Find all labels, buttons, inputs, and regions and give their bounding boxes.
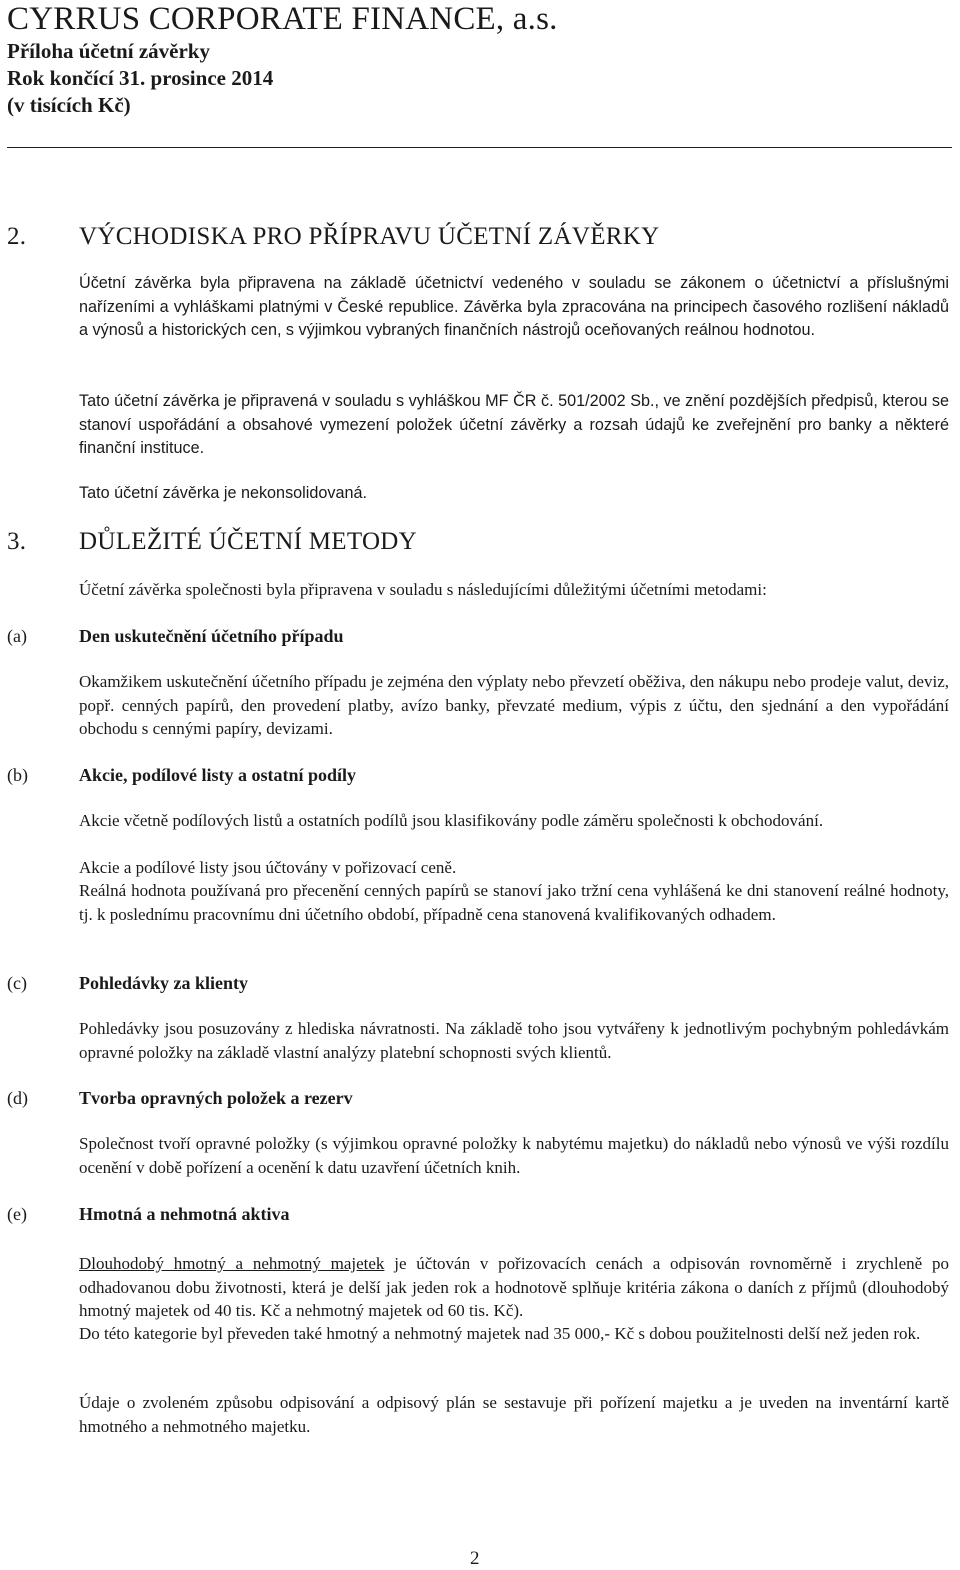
subsection-b-text-2: Akcie a podílové listy jsou účtovány v pořizovací ceně. [79,858,457,877]
subsection-c-label: (c) [7,973,27,993]
subsection-e-text-1 [79,1252,949,1323]
page-number: 2 [470,1548,480,1569]
section-2-paragraph-3: Tato účetní závěrka je nekonsolidovaná. [79,484,367,502]
subsection-a-text: Okamžikem uskutečnění účetního případu je zejména den výplaty nebo převzetí oběživa, den nákupu nebo prodeje valut, deviz, popř. cenných papírů, den provedení platby, avízo banky, převzaté medium, výpis z účtu, den sjednání a den vypořádání obchodu s cennými papíry, devizami. [79,672,949,738]
subsection-c-text: Pohledávky jsou posuzovány z hlediska návratnosti. Na základě toho jsou vytvářeny k jednotlivým pochybným pohledávkám opravné položky na základě vlastní analýzy platební schopnosti svých klientů. [79,1019,949,1062]
subsection-e-text-1-rest: je účtován v pořizovacích cenách a odpisován rovnoměrně i zrychleně po odhadovanou dobu životnosti, která je delší jak jeden rok a hodnotově splňuje kritéria zákona o daních z příjmů (dlouhodobý hmotný majetek od 40 tis. Kč a nehmotný majetek od 60 tis. Kč). [79,1254,949,1320]
subsection-e-text-3: Údaje o zvoleném způsobu odpisování a odpisový plán se sestavuje při pořízení majetku a je uveden na inventární kartě hmotného a nehmotného majetku. [79,1393,949,1436]
document-subtitle: Příloha účetní závěrky [7,39,210,63]
document-period: Rok končící 31. prosince 2014 [7,66,274,90]
header-divider [7,147,952,148]
subsection-c-title: Pohledávky za klienty [79,973,249,993]
subsection-b-text-1: Akcie včetně podílových listů a ostatních podílů jsou klasifikovány podle záměru společnosti k obchodování. [79,811,824,830]
subsection-a-label: (a) [7,626,27,646]
subsection-d-title: Tvorba opravných položek a rezerv [79,1088,353,1108]
subsection-d-label: (d) [7,1088,28,1108]
subsection-e-title: Hmotná a nehmotná aktiva [79,1204,290,1224]
subsection-b-text-3: Reálná hodnota používaná pro přecenění cenných papírů se stanoví jako tržní cena vyhlášená ke dni stanovení reálné hodnoty, tj. k poslednímu pracovnímu dni účetního období, případně cena stanovená kvalifikovaných odhadem. [79,881,949,924]
section-3-number: 3. [7,528,27,555]
subsection-a-title: Den uskutečnění účetního případu [79,626,344,646]
long-term-assets-term: Dlouhodobý hmotný a nehmotný majetek [79,1254,385,1273]
section-2-paragraph-2: Tato účetní závěrka je připravená v souladu s vyhláškou MF ČR č. 501/2002 Sb., ve znění pozdějších předpisů, kterou se stanoví uspořádání a obsahové vymezení položek účetní závěrky a rozsah údajů ke zveřejnění pro banky a některé finanční instituce. [79,392,949,457]
subsection-b-label: (b) [7,765,28,785]
subsection-e-label: (e) [7,1204,27,1224]
section-3-title: DŮLEŽITÉ ÚČETNÍ METODY [79,528,418,555]
section-2-number: 2. [7,223,27,250]
section-2-title: VÝCHODISKA PRO PŘÍPRAVU ÚČETNÍ ZÁVĚRKY [79,223,660,250]
section-3-intro: Účetní závěrka společnosti byla připravena v souladu s následujícími důležitými účetními metodami: [79,580,767,599]
section-2-paragraph-1: Účetní závěrka byla připravena na základě účetnictví vedeného v souladu se zákonem o účetnictví a příslušnými nařízeními a vyhláškami platnými v České republice. Závěrka byla zpracována na principech časového rozlišení nákladů a výnosů a historických cen, s výjimkou vybraných finančních nástrojů oceňovaných reálnou hodnotou. [79,274,949,339]
document-unit: (v tisících Kč) [7,93,131,117]
subsection-b-title: Akcie, podílové listy a ostatní podíly [79,765,357,785]
subsection-e-text-2: Do této kategorie byl převeden také hmotný a nehmotný majetek nad 35 000,- Kč s dobou použitelnosti delší než jeden rok. [79,1324,921,1343]
subsection-d-text: Společnost tvoří opravné položky (s výjimkou opravné položky k nabytému majetku) do nákladů nebo výnosů ve výši rozdílu ocenění v době pořízení a ocenění k datu uzavření účetních knih. [79,1134,949,1177]
company-name: CYRRUS CORPORATE FINANCE, a.s. [7,1,558,37]
